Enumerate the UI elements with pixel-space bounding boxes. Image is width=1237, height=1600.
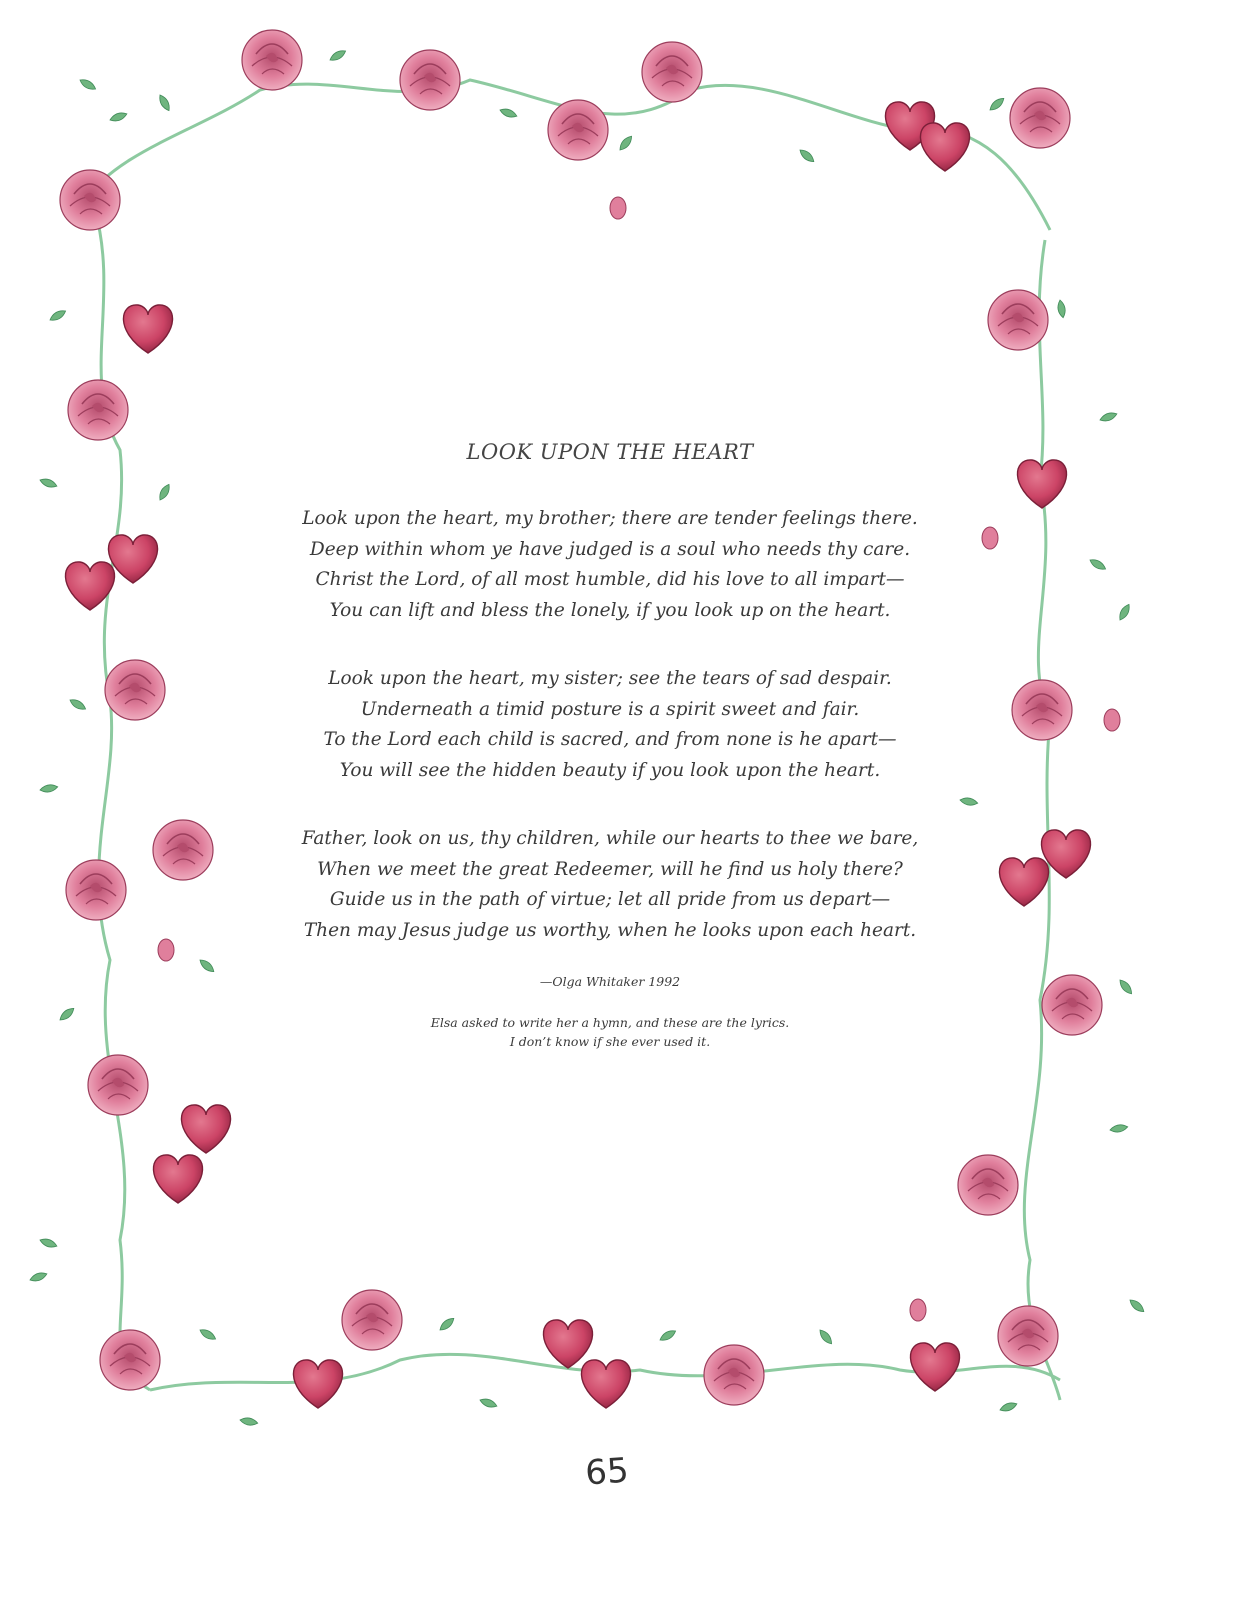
poem-line: You can lift and bless the lonely, if you look up on the heart. [329, 599, 891, 621]
poem-line: To the Lord each child is sacred, and from none is he apart— [323, 729, 897, 750]
poem-line: Underneath a timid posture is a spirit sweet and fair. [360, 698, 860, 720]
poem-title: LOOK UPON THE HEART [466, 440, 754, 464]
footnote [260, 1013, 960, 1051]
poem-line: Look upon the heart, my brother; there are tender feelings there. [302, 508, 918, 529]
poem-line: Father, look on us, thy children, while our hearts to thee we bare, [301, 828, 919, 849]
poem [260, 430, 960, 1051]
poem-line: When we meet the great Redeemer, will he find us holy there? [317, 858, 903, 880]
poem-line: Look upon the heart, my sister; see the tears of sad despair. [328, 668, 892, 689]
footnote-line: I don’t know if she ever used it. [509, 1034, 711, 1049]
stanza-1 [260, 504, 960, 626]
stanza-3 [260, 824, 960, 946]
poem-line: Christ the Lord, of all most humble, did his love to all impart— [315, 569, 905, 590]
poem-line: Then may Jesus judge us worthy, when he looks upon each heart. [303, 919, 917, 941]
page-number: 65 [584, 1450, 630, 1494]
poem-line: Deep within whom ye have judged is a soul who needs thy care. [309, 538, 911, 560]
footnote-line: Elsa asked to write her a hymn, and these are the lyrics. [430, 1015, 790, 1030]
poem-line: You will see the hidden beauty if you look upon the heart. [339, 759, 881, 781]
poem-line: Guide us in the path of virtue; let all pride from us depart— [329, 889, 891, 910]
stanza-2 [260, 664, 960, 786]
attribution: —Olga Whitaker 1992 [539, 974, 681, 989]
